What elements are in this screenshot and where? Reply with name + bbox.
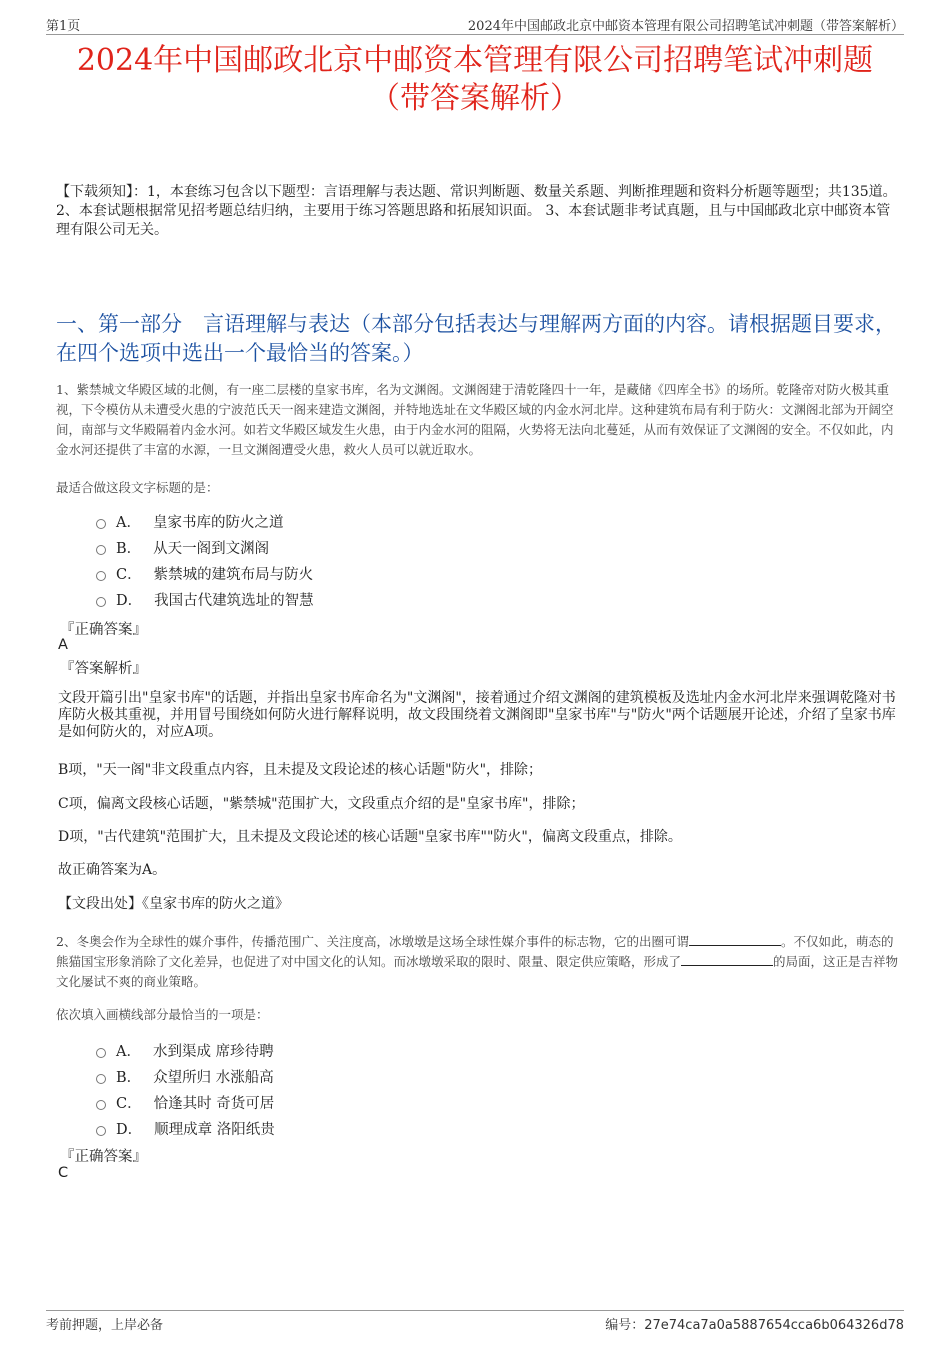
question-1-option-c[interactable]: C． 紫禁城的建筑布局与防火 (96, 560, 314, 586)
footer-slogan: 考前押题，上岸必备 (46, 1318, 164, 1333)
question-1-analysis-label: 『答案解析』 (60, 661, 147, 677)
question-1-prompt: 最适合做这段文字标题的是： (56, 480, 219, 495)
title-line-1: 2024年中国邮政北京中邮资本管理有限公司招聘笔试冲刺题 (76, 43, 874, 78)
question-1-stem: 1、紫禁城文华殿区域的北侧，有一座二层楼的皇家书库，名为文渊阁。文渊阁建于清乾隆四十一年，是藏储《四库全书》的场所。乾隆帝对防火极其重视，下令模仿从未遭受火患的宁波范氏天一阁来建造文渊阁，并特地选址在文华殿区域的内金水河北岸。这种建筑布局有利于防火：文渊阁北部为开阔空间，南部与文华殿隔着内金水河。如若文华殿区域发生火患，由于内金水河的阻隔，火势将无法向北蔓延，从而有效保证了文渊阁的安全。不仅如此，内金水河还提供了丰富的水源，一旦文渊阁遭受火患，救火人员可以就近取水。 (56, 382, 894, 457)
radio-icon[interactable] (96, 1048, 106, 1058)
radio-icon[interactable] (96, 1126, 106, 1136)
radio-icon[interactable] (96, 571, 106, 581)
footer-code: 编号：27e74ca7a0a5887654cca6b064326d78 (605, 1318, 904, 1333)
analysis-source: 【文段出处】《皇家书库的防火之道》 (58, 896, 289, 912)
question-1-option-b[interactable]: B． 从天一阁到文渊阁 (96, 534, 314, 560)
page-title (40, 42, 910, 118)
section-title: 一、第一部分 言语理解与表达（本部分包括表达与理解两方面的内容。请根据题目要求，在四个选项中选出一个最恰当的答案。） (56, 312, 896, 365)
radio-icon[interactable] (96, 597, 106, 607)
analysis-paragraph: C项，偏离文段核心话题，"紫禁城"范围扩大，文段重点介绍的是"皇家书库"，排除； (58, 796, 585, 812)
fill-blank-2[interactable] (681, 953, 773, 966)
analysis-paragraph: D项，"古代建筑"范围扩大，且未提及文段论述的核心话题"皇家书库""防火"，偏离文段重点，排除。 (58, 829, 682, 845)
question-1-answer: A (58, 637, 68, 653)
question-2-option-d[interactable]: D． 顺理成章 洛阳纸贵 (96, 1115, 275, 1141)
radio-icon[interactable] (96, 519, 106, 529)
analysis-paragraph: 故正确答案为A。 (58, 862, 167, 878)
download-notice: 【下载须知】：1，本套练习包含以下题型：言语理解与表达题、常识判断题、数量关系题、判断推理题和资料分析题等题型；共135道。 2、本套试题根据常见招考题总结归纳，主要用于练习答题思路和拓展知识面。 3、本套试题非考试真题，且与中国邮政北京中邮资本管理有限公司无关。 (56, 184, 897, 238)
title-line-2: （带答案解析） (370, 81, 580, 116)
radio-icon[interactable] (96, 545, 106, 555)
page-number: 第1页 (46, 19, 81, 34)
question-2-answer: C (58, 1165, 69, 1181)
question-2-option-b[interactable]: B． 众望所归 水涨船高 (96, 1063, 275, 1089)
page-header (46, 14, 904, 35)
question-2-answer-label: 『正确答案』 (60, 1149, 147, 1165)
question-2-options (96, 1037, 275, 1141)
header-doc-title: 2024年中国邮政北京中邮资本管理有限公司招聘笔试冲刺题（带答案解析） (467, 19, 904, 34)
question-1-options (96, 508, 314, 612)
radio-icon[interactable] (96, 1074, 106, 1084)
fill-blank-1[interactable] (689, 933, 781, 946)
analysis-paragraph: B项，"天一阁"非文段重点内容，且未提及文段论述的核心话题"防火"，排除； (58, 762, 543, 778)
question-2-prompt: 依次填入画横线部分最恰当的一项是： (56, 1007, 269, 1022)
question-1-option-a[interactable]: A． 皇家书库的防火之道 (96, 508, 314, 534)
question-2-option-a[interactable]: A． 水到渠成 席珍待聘 (96, 1037, 275, 1063)
page-footer (46, 1310, 904, 1331)
analysis-paragraph: 文段开篇引出"皇家书库"的话题，并指出皇家书库命名为"文渊阁"，接着通过介绍文渊阁的建筑模板及选址内金水河北岸来强调乾隆对书库防火极其重视，并用冒号围绕如何防火进行解释说明，故文段围绕着文渊阁即"皇家书库"与"防火"两个话题展开论述，介绍了皇家书库是如何防火的，对应A项。 (58, 690, 896, 740)
question-1-option-d[interactable]: D． 我国古代建筑选址的智慧 (96, 586, 314, 612)
radio-icon[interactable] (96, 1100, 106, 1110)
question-1-answer-label: 『正确答案』 (60, 622, 147, 638)
question-2-stem: 2、冬奥会作为全球性的媒介事件，传播范围广、关注度高，冰墩墩是这场全球性媒介事件的标志物，它的出圈可谓 。不仅如此，萌态的熊猫国宝形象消除了文化差异，也促进了对中国文化的认知。而冰墩墩采取的限时、限量、限定供应策略，形成了 的局面，这正是吉祥物文化屡试不爽的商业策略。 (56, 934, 899, 989)
question-2-option-c[interactable]: C． 恰逢其时 奇货可居 (96, 1089, 275, 1115)
